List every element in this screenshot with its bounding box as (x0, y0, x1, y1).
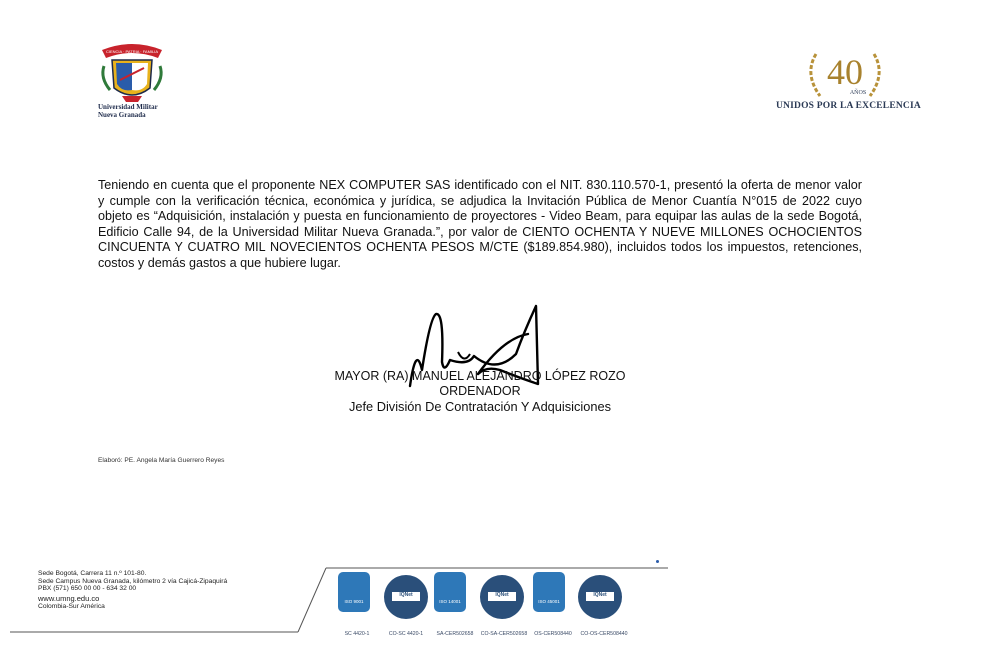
anniversary-laurel-logo (800, 46, 890, 102)
signer-name: MAYOR (RA) MANUEL ALEJANDRO LÓPEZ ROZO (334, 369, 626, 383)
cert-code: SA-CER502658 (436, 631, 474, 637)
crest-banner-text: CIENCIA · PATRIA · FAMILIA (105, 49, 159, 54)
anniversary-word: AÑOS (849, 90, 867, 96)
signer-role: ORDENADOR (439, 384, 521, 398)
iqnet-badge: IQNet (480, 572, 518, 620)
footer-dot (656, 560, 659, 563)
university-name: Universidad Militar Nueva Granada (98, 103, 158, 119)
signer-division: Jefe División De Contratación Y Adquisiciones (348, 399, 611, 414)
anniversary-number: 40 (827, 52, 863, 92)
prepared-by-note: Elaboró: PE. Angela María Guerrero Reyes (98, 457, 225, 464)
cert-code: CO-SC 4420-1 (388, 631, 424, 637)
cert-code: OS-CER508440 (534, 631, 572, 637)
icontec-iso45001-badge: ISO 45001 (533, 572, 571, 620)
cert-code: SC 4420-1 (344, 631, 370, 637)
footer-website-link[interactable]: www.umng.edu.co (38, 594, 100, 603)
iqnet-badge: IQNet (384, 572, 422, 620)
footer-address: Sede Bogotá, Carrera 11 n.º 101-80. Sede Campus Nueva Granada, kilómetro 2 vía Cajicá-Zipaquirá PBX (571) 650 00 00 - 634 32 00 (38, 570, 228, 593)
icontec-iso14001-badge: ISO 14001 (434, 572, 472, 620)
footer-country: Colombia-Sur América (38, 603, 105, 610)
icontec-iso9001-badge: ISO 9001 (338, 572, 376, 620)
cert-code: CO-SA-CER502658 (480, 631, 528, 637)
adjudication-paragraph: Teniendo en cuenta que el proponente NEX COMPUTER SAS identificado con el NIT. 830.110.570-1, presentó la oferta de menor valor y cumple con la verificación técnica, económica y jurídica, se adjudica la Invitación Pública de Menor Cuantía N°015 de 2022 cuyo objeto es “Adquisición, instalación y puesta en funcionamiento de proyectores - Video Beam, para equipar las aulas de la sede Bogotá, Edificio Calle 94, de la Universidad Militar Nueva Granada.”, por valor de CIENTO OCHENTA Y NUEVE MILLONES OCHOCIENTOS CINCUENTA Y CUATRO MIL NOVECIENTOS OCHENTA PESOS M/CTE ($189.854.980), incluidos todos los impuestos, retenciones, costos y demás gastos a que hubiere lugar. (98, 178, 862, 270)
iqnet-badge: IQNet (578, 572, 616, 620)
anniversary-tagline: UNIDOS POR LA EXCELENCIA (776, 101, 921, 111)
cert-code: CO-OS-CER508440 (580, 631, 628, 637)
